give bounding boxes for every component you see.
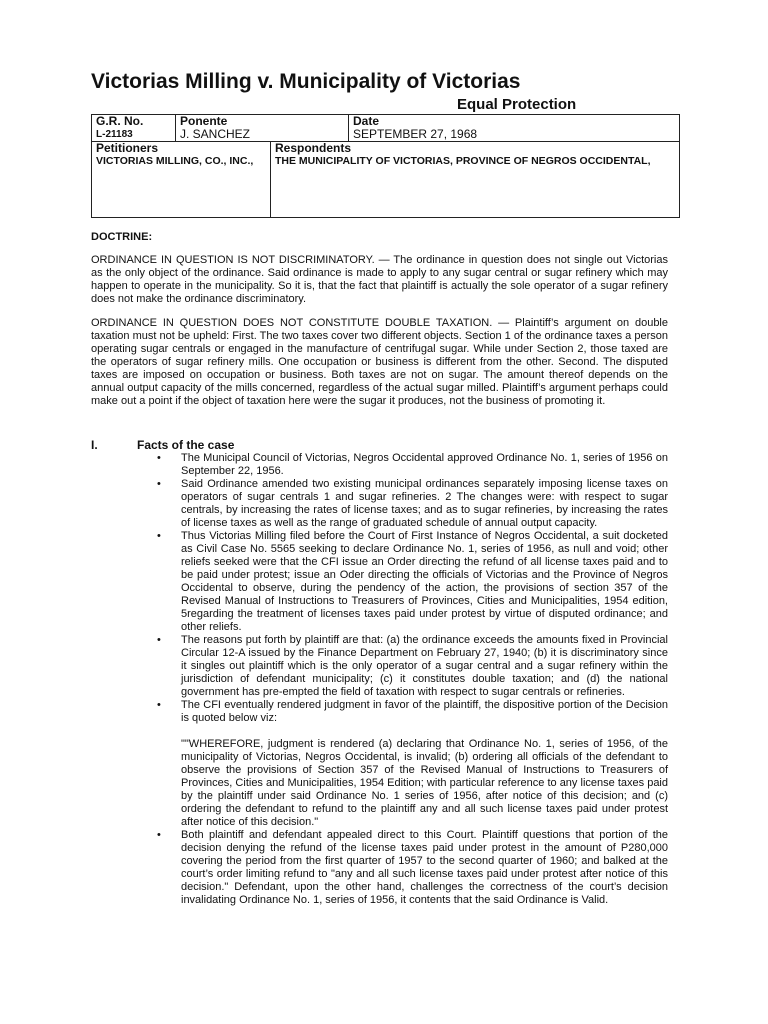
date-value: SEPTEMBER 27, 1968 [353, 127, 478, 141]
list-item [157, 699, 668, 829]
bullet-icon: • [157, 699, 161, 711]
list-item [157, 530, 668, 634]
list-item [157, 634, 668, 699]
document-title: Victorias Milling v. Municipality of Victorias [91, 70, 521, 93]
respondents-cell [271, 142, 680, 218]
respondents-value: THE MUNICIPALITY OF VICTORIAS, PROVINCE OF NEGROS OCCIDENTAL, [275, 155, 651, 167]
case-info-row-parties [92, 142, 680, 218]
date-label: Date [353, 114, 380, 128]
gr-no-value: L-21183 [96, 129, 133, 140]
gr-no-cell [92, 115, 176, 142]
list-item-text: Thus Victorias Milling filed before the Court of First Instance of Negros Occidental, a suit docketed as Civil Case No. 5565 seeking to declare Ordinance No. 1, series of 1956, as null and void; other reliefs seeked were that the CFI issue an Order directing the refund of all license taxes paid and to be paid under protest; issue an Oder directing the officials of Victorias and the Province of Negros Occidental to observe, during the pendency of the action, the provisions of section 357 of the Revised Manual of Instructions to Treasurers of Provinces, Cities and Municipalities, 1954 edition, 5regarding the treatment of licenses taxes paid under protest by virtue of disputed ordinance; and other reliefs. [181, 530, 668, 633]
list-item [157, 829, 668, 907]
doctrine-paragraph-discriminatory: ORDINANCE IN QUESTION IS NOT DISCRIMINATORY. — The ordinance in question does not single out Victorias as the only object of the ordinance. Said ordinance is made to apply to any sugar central or sugar refinery which may happen to operate in the municipality. So it is, that the fact that plaintiff is actually the sole operator of a sugar refinery does not make the ordinance discriminatory. [91, 254, 668, 305]
bullet-icon: • [157, 829, 161, 841]
list-item [157, 452, 668, 478]
ponente-cell [176, 115, 349, 142]
case-info-table [91, 114, 680, 218]
doctrine-heading: DOCTRINE: [91, 231, 153, 243]
bullet-icon: • [157, 478, 161, 490]
list-item-text: The CFI eventually rendered judgment in favor of the plaintiff, the dispositive portion of the Decision is quoted below viz: [181, 699, 668, 724]
list-item-text: Said Ordinance amended two existing municipal ordinances separately imposing license taxes on operators of sugar centrals 1 and sugar refineries. 2 The changes were: with respect to sugar centrals, by increasing the rates of license taxes; and as to sugar refineries, by increasing the rates of license taxes as well as the range of graduated schedule of annual output capacity. [181, 478, 668, 529]
doctrine-paragraph-double-taxation: ORDINANCE IN QUESTION DOES NOT CONSTITUTE DOUBLE TAXATION. — Plaintiff’s argument on double taxation must not be upheld: First. The two taxes cover two different objects. Section 1 of the ordinance taxes a person operating sugar centrals or engaged in the manufacture of centrifugal sugar. While under Section 2, those taxed are the operators of sugar refinery mills. One occupation or business is different from the other. Second. The disputed taxes are imposed on occupation or business. Both taxes are not on sugar. The amount thereof depends on the annual output capacity of the mills concerned, regardless of the actual sugar milled. Plaintiff’s argument perhaps could make out a point if the object of taxation here were the sugar it produces, not the business of promoting it. [91, 317, 668, 407]
gr-no-label: G.R. No. [96, 114, 144, 128]
facts-heading [91, 438, 234, 452]
list-item-text: The Municipal Council of Victorias, Negros Occidental approved Ordinance No. 1, series of 1956 on September 22, 1956. [181, 452, 668, 477]
date-cell [349, 115, 680, 142]
list-item-text: The reasons put forth by plaintiff are that: (a) the ordinance exceeds the amounts fixed in Provincial Circular 12-A issued by the Finance Department on February 27, 1940; (b) it is discriminatory since it singles out plaintiff which is the only operator of a sugar central and a sugar refinery within the jurisdiction of defendant municipality; (c) it constitutes double taxation; and (d) the national government has pre-empted the field of taxation with respect to sugar centrals or refineries. [181, 634, 668, 698]
bullet-icon: • [157, 530, 161, 542]
facts-list [157, 452, 668, 907]
ponente-label: Ponente [180, 114, 228, 128]
petitioners-value: VICTORIAS MILLING, CO., INC., [96, 155, 254, 167]
decision-quote: ""WHEREFORE, judgment is rendered (a) declaring that Ordinance No. 1, series of 1956, of the municipality of Victorias, Negros Occidental, is invalid; (b) ordering all officials of the defendant to observe the provisions of Section 357 of the Revised Manual of Instructions to Treasurers of Provinces, Cities and Municipalities, 1954 Edition; with particular reference to any license taxes paid by the plaintiff under said Ordinance No. 1 series of 1956, after notice of this decision; and (c) ordering the defendant to refund to the plaintiff any and all such license taxes paid under protest after notice of this decision." [181, 738, 668, 828]
list-item [157, 478, 668, 530]
facts-section-number: I. [91, 438, 98, 452]
document-subtitle: Equal Protection [457, 96, 577, 113]
bullet-icon: • [157, 634, 161, 646]
petitioners-cell [92, 142, 271, 218]
facts-section-title: Facts of the case [137, 438, 235, 452]
list-item-text: Both plaintiff and defendant appealed direct to this Court. Plaintiff questions that portion of the decision denying the refund of the license taxes paid under protest in the amount of P280,000 covering the period from the first quarter of 1957 to the second quarter of 1960; and balked at the court’s order limiting refund to "any and all such license taxes paid under protest after notice of this decision." Defendant, upon the other hand, challenges the correctness of the court’s decision invalidating Ordinance No. 1, series of 1956, it contents that the said Ordinance is Valid. [181, 829, 668, 906]
case-info-row-top [92, 115, 680, 142]
bullet-icon: • [157, 452, 161, 464]
petitioners-label: Petitioners [96, 141, 159, 155]
respondents-label: Respondents [275, 141, 352, 155]
ponente-value: J. SANCHEZ [180, 127, 251, 141]
